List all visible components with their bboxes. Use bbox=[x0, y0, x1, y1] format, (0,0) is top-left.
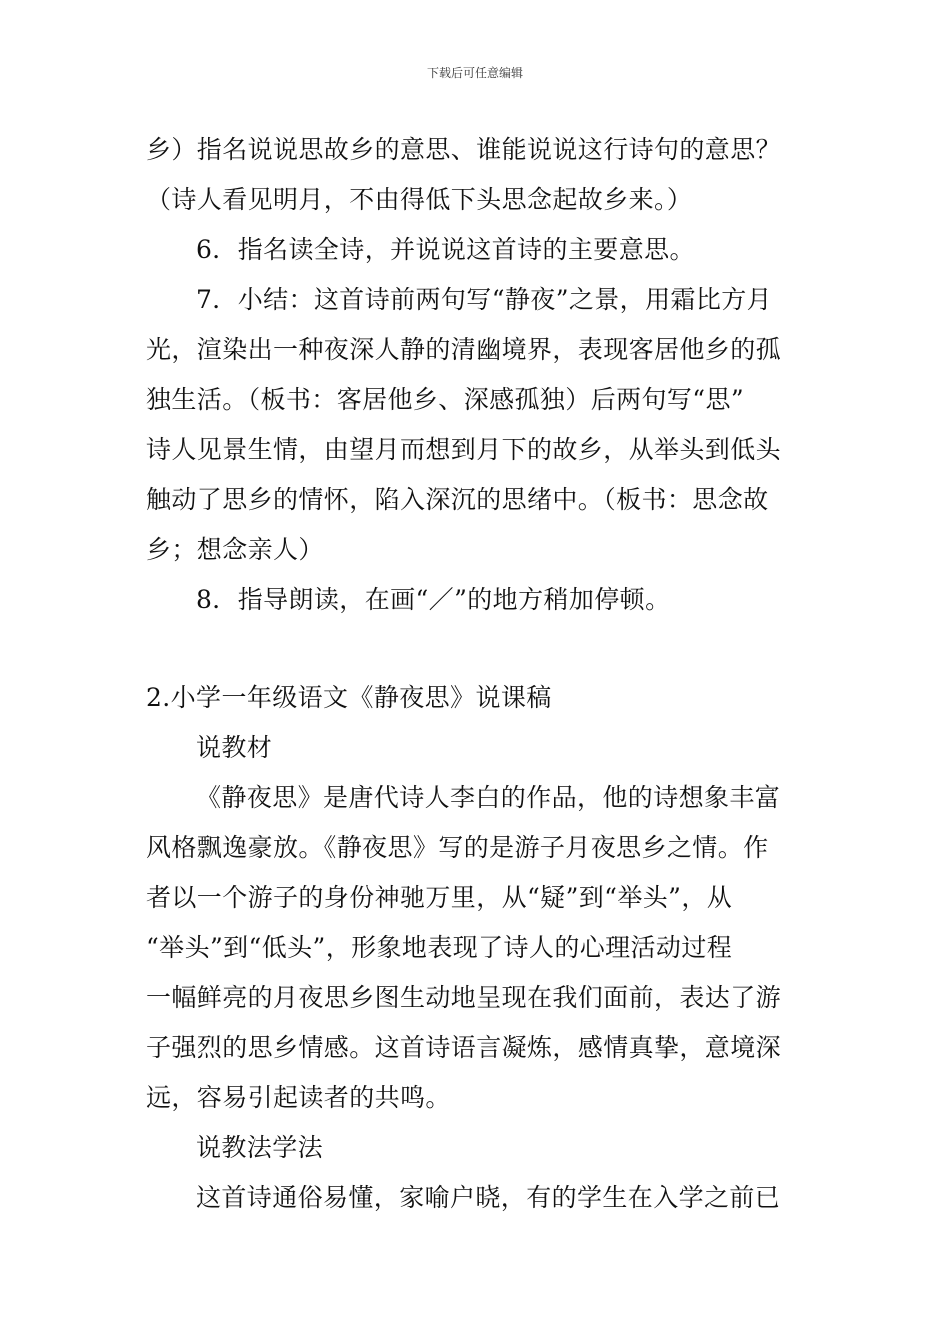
text-line: （诗人看见明月，不由得低下头思念起故乡来。） bbox=[146, 185, 693, 214]
text-line: 光，渲染出一种夜深人静的清幽境界，表现客居他乡的孤 bbox=[146, 335, 782, 364]
text-line: 6．指名读全诗，并说说这首诗的主要意思。 bbox=[196, 235, 695, 264]
page-header: 下载后可任意编辑 bbox=[426, 66, 523, 80]
text-line: 子强烈的思乡情感。这首诗语言凝炼，感情真挚，意境深 bbox=[146, 1033, 782, 1062]
text-line: 7．小结：这首诗前两句写“静夜”之景，用霜比方月 bbox=[196, 285, 773, 314]
subsection-heading: 说教法学法 bbox=[196, 1133, 324, 1162]
text-line: 这首诗通俗易懂，家喻户晓，有的学生在入学之前已 bbox=[196, 1183, 781, 1212]
text-line: 乡）指名说说思故乡的意思、谁能说说这行诗句的意思？ bbox=[146, 135, 782, 164]
text-line: 乡；想念亲人） bbox=[146, 535, 324, 564]
subsection-heading: 说教材 bbox=[196, 733, 273, 762]
text-line: 者以一个游子的身份神驰万里，从“疑”到“举头”，从 bbox=[146, 883, 733, 912]
section-heading: 2.小学一年级语文《静夜思》说课稿 bbox=[146, 683, 552, 712]
text-line: 触动了思乡的情怀，陷入深沉的思绪中。（板书：思念故 bbox=[146, 485, 769, 514]
text-line: “举头”到“低头”，形象地表现了诗人的心理活动过程 bbox=[146, 933, 733, 962]
text-line: 独生活。（板书：客居他乡、深感孤独）后两句写“思” bbox=[146, 385, 745, 414]
text-line: 远，容易引起读者的共鸣。 bbox=[146, 1083, 451, 1112]
text-line: 诗人见景生情，由望月而想到月下的故乡，从举头到低头 bbox=[146, 435, 782, 464]
text-line: 风格飘逸豪放。《静夜思》写的是游子月夜思乡之情。作 bbox=[146, 833, 769, 862]
text-line: 一幅鲜亮的月夜思乡图生动地呈现在我们面前，表达了游 bbox=[146, 983, 782, 1012]
text-line: 《静夜思》是唐代诗人李白的作品，他的诗想象丰富 bbox=[196, 783, 781, 812]
text-line: 8．指导朗读，在画“／”的地方稍加停顿。 bbox=[196, 585, 671, 614]
